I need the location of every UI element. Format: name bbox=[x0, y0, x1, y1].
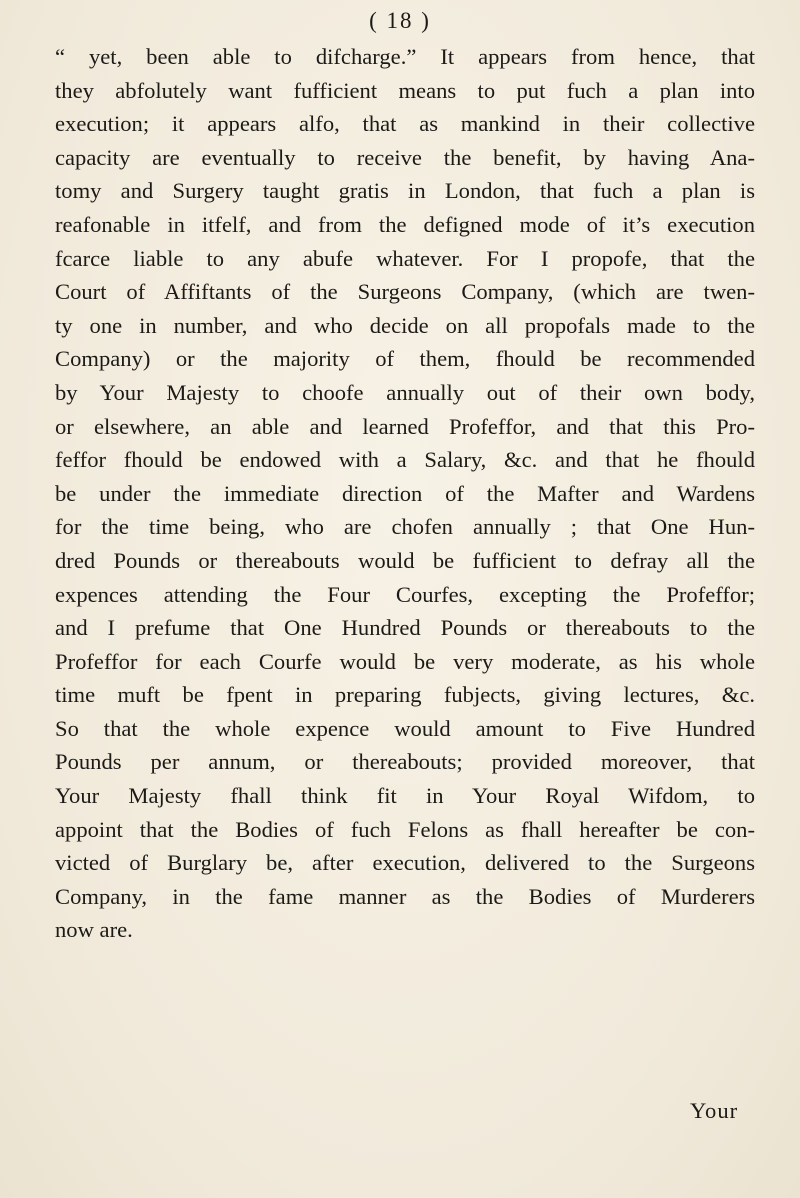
text-line: Pounds per annum, or thereabouts; provided moreover, that bbox=[55, 749, 755, 775]
text-line: be under the immediate direction of the Mafter and Wardens bbox=[55, 480, 755, 506]
text-line: dred Pounds or thereabouts would be fufficient to defray all the bbox=[55, 547, 755, 573]
text-line: tomy and Surgery taught gratis in London, that fuch a plan is bbox=[55, 178, 755, 204]
text-line: by Your Majesty to choofe annually out of their own body, bbox=[55, 379, 755, 405]
text-line: time muft be fpent in preparing fubjects, giving lectures, &c. bbox=[55, 682, 755, 708]
text-line: appoint that the Bodies of fuch Felons as fhall hereafter be con- bbox=[55, 816, 755, 842]
text-line: ty one in number, and who decide on all propofals made to the bbox=[55, 312, 755, 338]
text-line: they abfolutely want fufficient means to put fuch a plan into bbox=[55, 77, 755, 103]
text-line: victed of Burglary be, after execution, delivered to the Surgeons bbox=[55, 850, 755, 876]
body-text bbox=[55, 40, 755, 947]
text-line: fcarce liable to any abufe whatever. For I propofe, that the bbox=[55, 245, 755, 271]
text-line: or elsewhere, an able and learned Profeffor, and that this Pro- bbox=[55, 413, 755, 439]
text-line: expences attending the Four Courfes, excepting the Profeffor; bbox=[55, 581, 755, 607]
text-line: execution; it appears alfo, that as mankind in their collective bbox=[55, 111, 755, 137]
text-line: capacity are eventually to receive the benefit, by having Ana- bbox=[55, 144, 755, 170]
text-line: feffor fhould be endowed with a Salary, &c. and that he fhould bbox=[55, 447, 755, 473]
text-line: So that the whole expence would amount to Five Hundred bbox=[55, 715, 755, 741]
text-line: for the time being, who are chofen annually ; that One Hun- bbox=[55, 514, 755, 540]
page-number: ( 18 ) bbox=[369, 8, 431, 33]
text-line: reafonable in itfelf, and from the defigned mode of it’s execution bbox=[55, 211, 755, 237]
text-line: Court of Affiftants of the Surgeons Company, (which are twen- bbox=[55, 279, 755, 305]
text-line: Profeffor for each Courfe would be very moderate, as his whole bbox=[55, 648, 755, 674]
text-line: Your Majesty fhall think fit in Your Royal Wifdom, to bbox=[55, 783, 755, 809]
text-line: Company) or the majority of them, fhould be recommended bbox=[55, 346, 755, 372]
text-line: “ yet, been able to difcharge.” It appears from hence, that bbox=[55, 44, 755, 69]
text-line: Company, in the fame manner as the Bodies of Murderers bbox=[55, 883, 755, 909]
text-line-last: now are. bbox=[55, 917, 133, 943]
text-line: and I prefume that One Hundred Pounds or thereabouts to the bbox=[55, 615, 755, 641]
catchword: Your bbox=[690, 1098, 739, 1123]
